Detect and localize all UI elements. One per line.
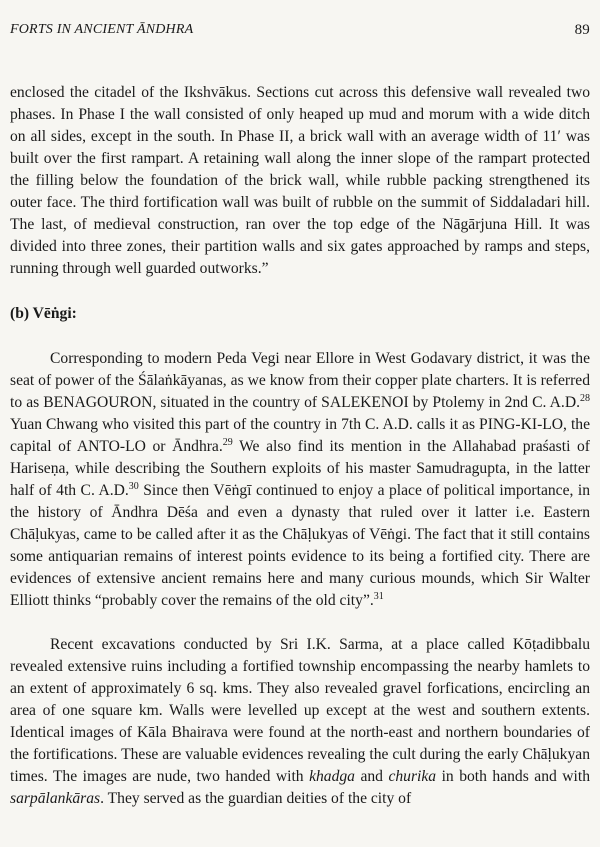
text-run: Yuan Chwang who visited this part of the country in 7th C. A.D. calls it as PING-KI-LO, the capital of ANTO-LO or Āndhra. xyxy=(10,416,590,455)
italic-term: churika xyxy=(388,768,437,785)
text-run: . They served as the guardian deities of the city of xyxy=(100,790,412,807)
text-run: Since then Vēṅgī continued to enjoy a place of political importance, in the history of Āndhra Dēśa and even a dynasty that ruled over it latter i.e. Eastern Chāḷukyas, came to be called after it as the Chāḷukyas of Vēṅgi. The fact that it still contains some antiquarian remains of interest points evidence to its being a fortified city. There are evidences of extensive ancient remains here and many curious mounds, which Sir Walter Elliott thinks “probably cover the remains of the old city”. xyxy=(10,482,591,609)
text-run: Corresponding to modern Peda Vegi near Ellore in West Godavary district, it was the seat of power of the Śālaṅkāyanas, as we know from their copper plate charters. It is referred to as BENAGOURON, situated in the country of SALEKENOI by Ptolemy in 2nd C. A.D. xyxy=(10,350,590,411)
paragraph-vengi xyxy=(10,348,590,612)
footnote-ref[interactable]: 28 xyxy=(580,392,590,404)
footnote-ref[interactable]: 30 xyxy=(128,480,139,492)
italic-term: sarpālankāras xyxy=(10,790,101,807)
running-title: FORTS IN ANCIENT ĀNDHRA xyxy=(10,22,194,37)
paragraph-gap xyxy=(10,612,590,634)
footnote-ref[interactable]: 29 xyxy=(222,436,233,448)
paragraph-excavations xyxy=(10,634,590,810)
footnote-ref[interactable]: 31 xyxy=(373,590,384,602)
section-heading: (b) Vēṅgi: xyxy=(10,305,77,322)
text-run: in both hands and with xyxy=(436,768,590,785)
text-run: Recent excavations conducted by Sri I.K. Sarma, at a place called Kōṭadibbalu revealed extensive ruins including a fortified township encompassing the nearby hamlets to an extent of approximately 6 sq. kms. They also revealed gravel forfications, encircling an area of one square km. Walls were levelled up except at the west and southern extents. Identical images of Kāla Bhairava were found at the north-east and northern boundaries of the fortifications. These are valuable evidences revealing the cult during the early Chāḷukyan times. The images are nude, two handed with xyxy=(10,636,590,785)
running-header xyxy=(10,22,590,39)
paragraph-continued: enclosed the citadel of the Ikshvākus. Sections cut across this defensive wall revealed two phases. In Phase I the wall consisted of only heaped up mud and morum with a wide ditch on all sides, except in the south. In Phase II, a brick wall with an average width of 11′ was built over the first rampart. A retaining wall along the inner slope of the rampart protected the filling below the foundation of the brick wall, while rubble packing strengthened its outer face. The third fortification wall was built of rubble on the summit of Siddaladari hill. The last, of medieval construction, ran over the top edge of the Nāgārjuna Hill. It was divided into three zones, their partition walls and six gates approached by ramps and steps, running through well guarded outworks.” xyxy=(10,84,590,277)
page-number: 89 xyxy=(574,22,590,38)
text-run: and xyxy=(354,768,389,785)
italic-term: khadga xyxy=(309,768,355,785)
page-body xyxy=(10,82,590,810)
text-run: We also find its mention in the Allahabad praśasti of Hariseṇa, while describing the Southern exploits of his master Samudragupta, in the latter half of 4th C. A.D. xyxy=(10,438,590,499)
